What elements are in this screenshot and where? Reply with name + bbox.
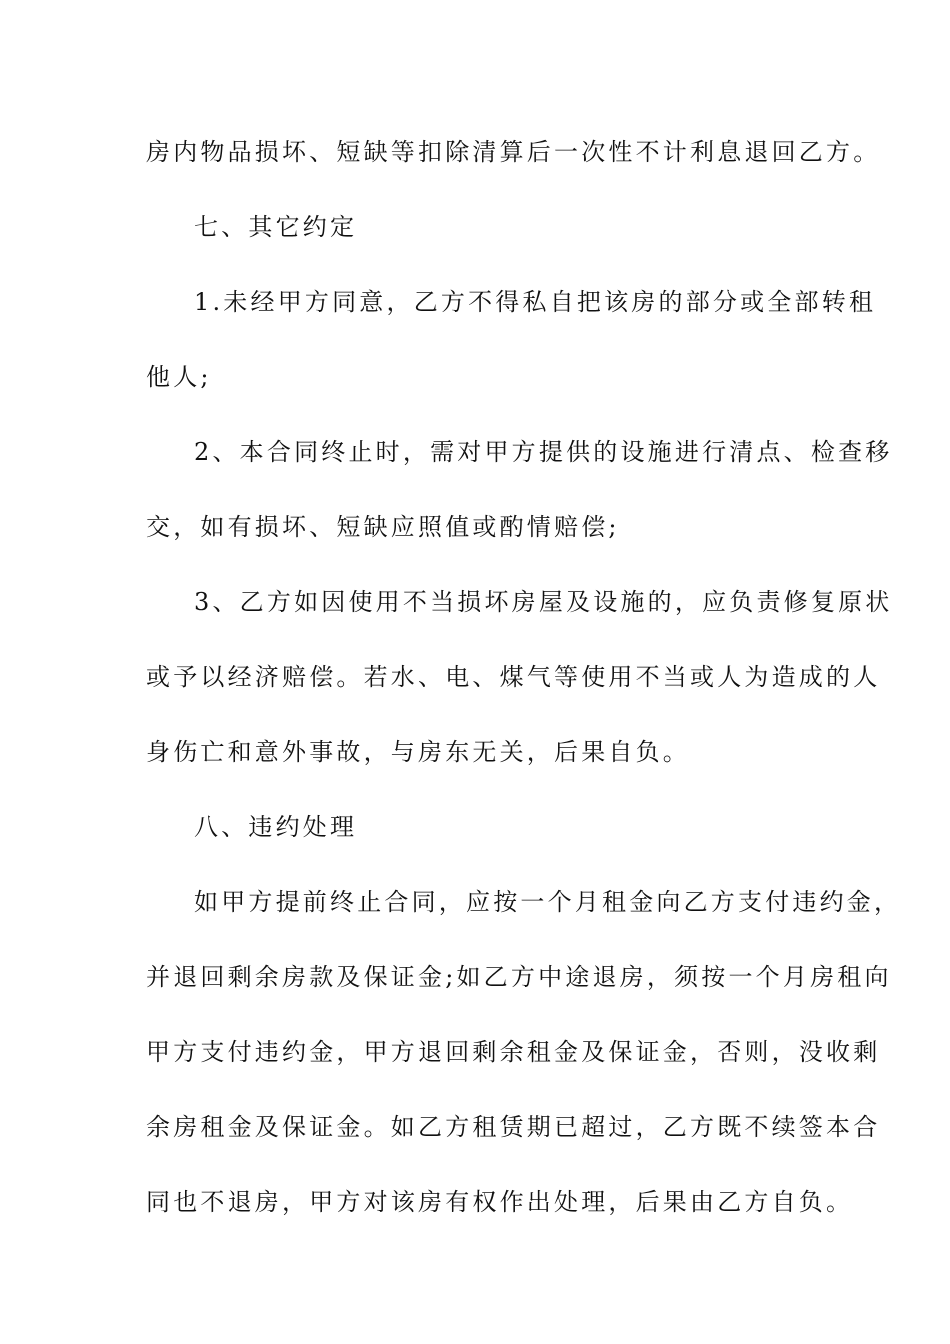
paragraph-line: 身伤亡和意外事故，与房东无关，后果自负。 <box>146 738 690 766</box>
paragraph-line: 交，如有损坏、短缺应照值或酌情赔偿; <box>146 513 620 541</box>
paragraph-line: 甲方支付违约金，甲方退回剩余租金及保证金，否则，没收剩 <box>146 1038 881 1066</box>
section-heading: 八、违约处理 <box>194 813 358 841</box>
paragraph-line: 他人; <box>146 363 212 391</box>
section-heading: 七、其它约定 <box>194 213 358 241</box>
paragraph-line: 房内物品损坏、短缺等扣除清算后一次性不计利息退回乙方。 <box>146 138 881 166</box>
paragraph-line: 并退回剩余房款及保证金;如乙方中途退房，须按一个月房租向 <box>146 963 892 991</box>
paragraph-line: 1.未经甲方同意，乙方不得私自把该房的部分或全部转租 <box>194 288 877 316</box>
paragraph-line: 3、乙方如因使用不当损坏房屋及设施的，应负责修复原状 <box>194 588 893 616</box>
paragraph-line: 如甲方提前终止合同，应按一个月租金向乙方支付违约金， <box>194 888 902 916</box>
paragraph-line: 或予以经济赔偿。若水、电、煤气等使用不当或人为造成的人 <box>146 663 881 691</box>
paragraph-line: 同也不退房，甲方对该房有权作出处理，后果由乙方自负。 <box>146 1188 854 1216</box>
paragraph-line: 2、本合同终止时，需对甲方提供的设施进行清点、检查移 <box>194 438 893 466</box>
paragraph-line: 余房租金及保证金。如乙方租赁期已超过，乙方既不续签本合 <box>146 1113 881 1141</box>
